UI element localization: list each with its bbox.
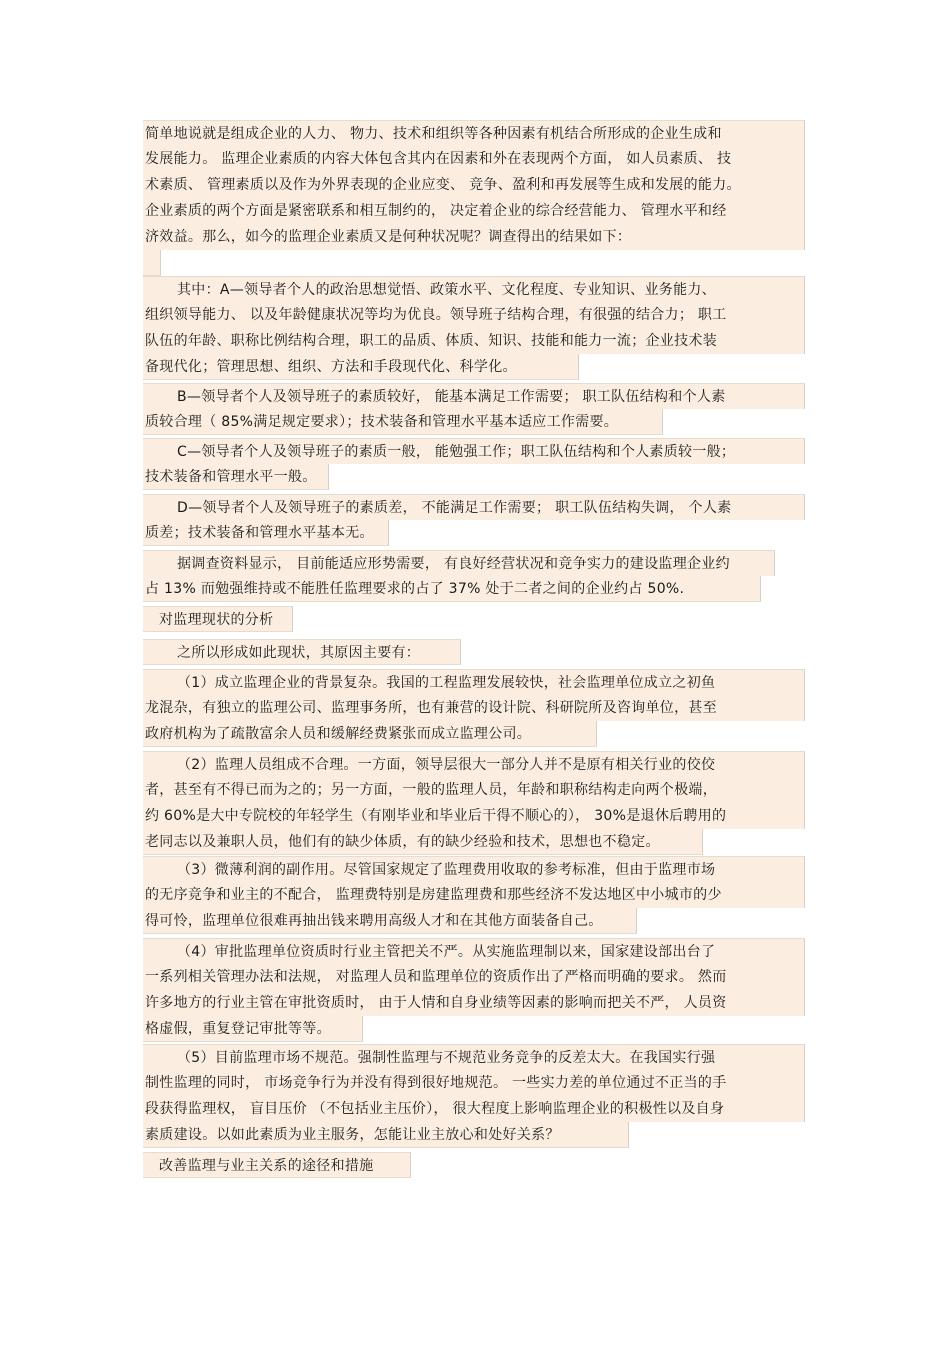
text-line: D—领导者个人及领导班子的素质差， 不能满足工作需要； 职工队伍结构失调， 个人素 [143,494,805,520]
text-line: 者，甚至有不得已而为之的；另一方面，一般的监理人员，年龄和职称结构走向两个极端， [143,777,805,803]
text-line: （2）监理人员组成不合理。一方面，领导层很大一部分人并不是原有相关行业的佼佼 [143,751,805,777]
text-line: 改善监理与业主关系的途径和措施 [143,1152,411,1178]
text-line: 对监理现状的分析 [143,606,293,632]
paragraph-grade-a [143,276,805,380]
text-line: 老同志以及兼职人员，他们有的缺少体质，有的缺少经验和技术，思想也不稳定。 [143,829,703,855]
text-line: （5）目前监理市场不规范。强制性监理与不规范业务竞争的反差太大。在我国实行强 [143,1044,805,1070]
paragraph-reason-3 [143,856,805,934]
text-line: 质差；技术装备和管理水平基本无。 [143,520,389,546]
text-line: 约 60%是大中专院校的年轻学生（有刚毕业和毕业后干得不顺心的）， 30%是退休后聘用的 [143,803,805,829]
paragraph-grade-d [143,494,805,546]
text-line: 简单地说就是组成企业的人力、 物力、技术和组织等各种因素有机结合所形成的企业生成和 [143,120,805,146]
paragraph-reason-1 [143,669,805,747]
paragraph-enterprise-quality [143,120,805,276]
text-line: 济效益。那么，如今的监理企业素质又是何种状况呢？调查得出的结果如下： [143,224,805,250]
text-line: 备现代化；管理思想、组织、方法和手段现代化、科学化。 [143,354,579,380]
text-line: （4）审批监理单位资质时行业主管把关不严。从实施监理制以来，国家建设部出台了 [143,938,805,964]
paragraph-reasons-intro [143,639,461,665]
text-line: 一系列相关管理办法和法规， 对监理人员和监理单位的资质作出了严格而明确的要求。 然而 [143,964,805,990]
text-line: 质较合理（ 85%满足规定要求）；技术装备和管理水平基本适应工作需要。 [143,409,663,435]
text-line: C—领导者个人及领导班子的素质一般， 能勉强工作；职工队伍结构和个人素质较一般； [143,438,805,464]
text-line: 段获得监理权， 盲目压价 （不包括业主压价）， 很大程度上影响监理企业的积极性以及自身 [143,1096,805,1122]
paragraph-survey-result [143,550,775,602]
text-line: 素质建设。以如此素质为业主服务，怎能让业主放心和处好关系？ [143,1122,629,1148]
text-line: 据调查资料显示， 目前能适应形势需要， 有良好经营状况和竞争实力的建设监理企业约 [143,550,775,576]
text-line: B—领导者个人及领导班子的素质较好， 能基本满足工作需要； 职工队伍结构和个人素 [143,383,805,409]
text-line: 之所以形成如此现状，其原因主要有： [143,639,461,665]
text-line: 龙混杂，有独立的监理公司、监理事务所，也有兼营的设计院、科研院所及咨询单位，甚至 [143,695,805,721]
text-line: 的无序竞争和业主的不配合， 监理费特别是房建监理费和那些经济不发达地区中小城市的少 [143,882,805,908]
text-line: 企业素质的两个方面是紧密联系和相互制约的， 决定着企业的综合经营能力、 管理水平和经 [143,198,805,224]
text-line: 许多地方的行业主管在审批资质时， 由于人情和自身业绩等因素的影响而把关不严， 人员资 [143,990,805,1016]
text-line: 队伍的年龄、职称比例结构合理，职工的品质、体质、知识、技能和能力一流；企业技术装 [143,328,805,354]
paragraph-reason-2 [143,751,805,855]
text-line: 发展能力。 监理企业素质的内容大体包含其内在因素和外在表现两个方面， 如人员素质、 技 [143,146,805,172]
text-line [143,250,161,276]
text-line: 其中：A—领导者个人的政治思想觉悟、政策水平、文化程度、专业知识、业务能力、 [143,276,805,302]
text-line: 组织领导能力、 以及年龄健康状况等均为优良。领导班子结构合理，有很强的结合力； 职工 [143,302,805,328]
section-heading-improvement [143,1152,411,1178]
paragraph-reason-5 [143,1044,805,1148]
text-line: 政府机构为了疏散富余人员和缓解经费紧张而成立监理公司。 [143,721,597,747]
paragraph-reason-4 [143,938,805,1042]
text-line: 制性监理的同时， 市场竞争行为并没有得到很好地规范。 一些实力差的单位通过不正当的手 [143,1070,805,1096]
paragraph-grade-b [143,383,805,435]
text-line: （3）微薄利润的副作用。尽管国家规定了监理费用收取的参考标准，但由于监理市场 [143,856,805,882]
text-line: 术素质、 管理素质以及作为外界表现的企业应变、 竞争、盈利和再发展等生成和发展的能力。 [143,172,805,198]
section-heading-analysis [143,606,293,632]
text-line: 得可怜，监理单位很难再抽出钱来聘用高级人才和在其他方面装备自己。 [143,908,637,934]
paragraph-grade-c [143,438,805,490]
text-line: 格虚假，重复登记审批等等。 [143,1016,363,1042]
text-line: 技术装备和管理水平一般。 [143,464,329,490]
text-line: （1）成立监理企业的背景复杂。我国的工程监理发展较快，社会监理单位成立之初鱼 [143,669,805,695]
text-line: 占 13% 而勉强维持或不能胜任监理要求的占了 37% 处于二者之间的企业约占 50%. [143,576,761,602]
